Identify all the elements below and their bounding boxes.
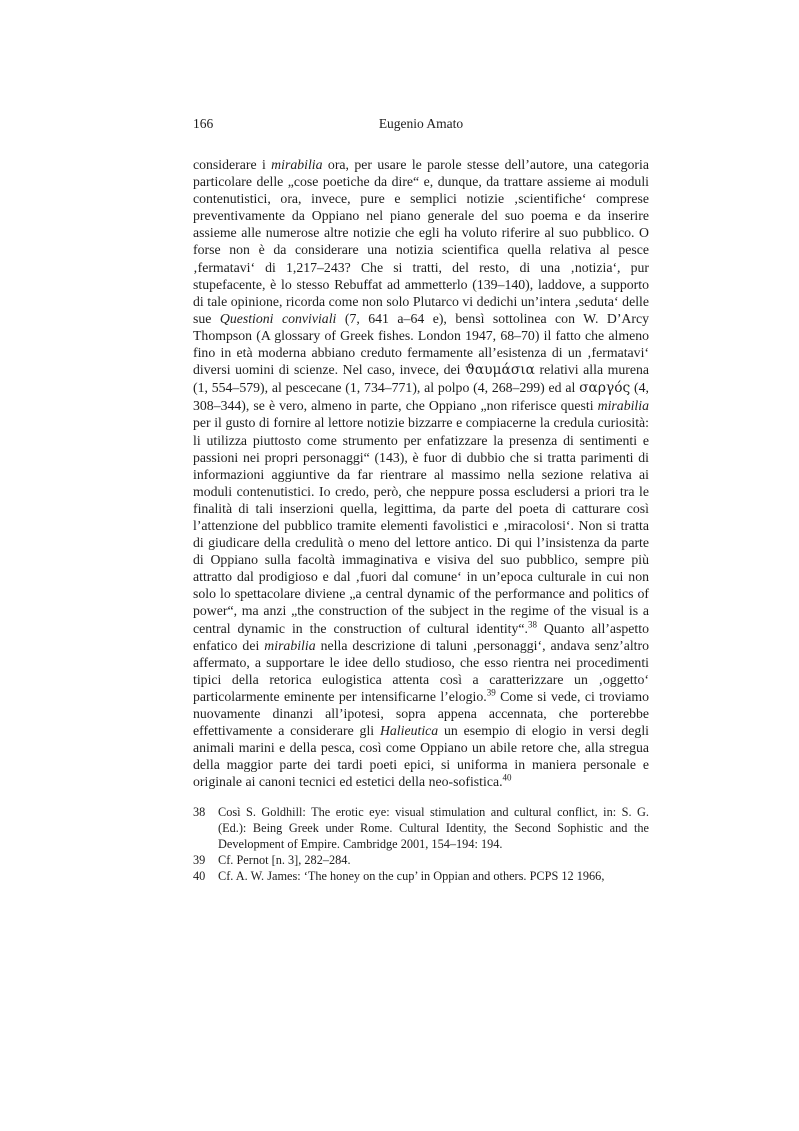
footnote-number: 38 — [193, 805, 206, 820]
footnote-number: 40 — [193, 869, 206, 884]
page-header — [193, 116, 649, 132]
footnote-number: 39 — [193, 853, 206, 868]
running-title: Eugenio Amato — [378, 116, 464, 131]
body-paragraph: considerare i mirabilia ora, per usare le parole stesse dell’autore, una categoria particolare delle „cose poetiche da dire“ e, dunque, da trattare assieme ai moduli contenutistici, ora, invece, pure e semplici notizie ‚scientifiche‘ comprese preventivamente da Oppiano nel piano generale del suo poema e da inserire assieme alle numerose altre notizie che egli ha voluto riferire al suo pubblico. O forse non è da considerare una notizia scientifica quella relativa al pesce ‚fermatavi‘ di 1,217–243? Che si tratti, del resto, di una ‚notizia‘, pur stupefacente, è lo stesso Rebuffat ad ammetterlo (139–140), laddove, a supporto di tale opinione, ricorda come non solo Plutarco vi dedichi un’intera ‚seduta‘ delle sue Questioni conviviali (7, 641 a–64 e), bensì sottolinea con W. D’Arcy Thompson (A glossary of Greek fishes. London 1947, 68–70) il fatto che almeno fino in età moderna abbiano creduto fermamente all’esistenza di un ‚fermatavi‘ diversi uomini di scienze. Nel caso, invece, dei ϑαυμάσια relativi alla murena (1, 554–579), al pescecane (1, 734–771), al polpo (4, 268–299) ed al σαργός (4, 308–344), se è vero, almeno in parte, che Oppiano „non riferisce questi mirabilia per il gusto di fornire al lettore notizie bizzarre e compiacerne la credula curiosità: li utilizza piuttosto come strumento per enfatizzare la presenza di sentimenti e passioni nei propri personaggi“ (143), è fuor di dubbio che si tratta parimenti di informazioni aggiuntive da far rientrare al massimo nella sezione relativa ai moduli contenutistici. Io credo, però, che neppure possa escludersi a priori tra le finalità di tali inserzioni quella, legittima, da parte del poeta di catturare così l’attenzione del pubblico tramite elementi favolistici e ‚miracolosi‘. Non si tratta di giudicare della credulità o meno del lettore antico. Di qui l’insistenza da parte di Oppiano sulla facoltà immaginativa e visiva del suo pubblico, sempre più attratto dal prodigioso e dal ‚fuori dal comune‘ in un’epoca culturale in cui non solo lo spettacolare diviene „a central dynamic of the performance and politics of power“, ma anzi „the construction of the subject in the regime of the visual is a central dynamic in the construction of cultural identity“.$^{38}$ Quanto all’aspetto enfatico dei mirabilia nella descrizione di taluni ‚personaggi‘, andava senz’altro affermato, a supportare le idee dello studioso, che esso rientra nei procedimenti tipici della retorica eulogistica attenta così a caratterizzare un ‚oggetto‘ particolarmente eminente per intensificarne l’elogio.$^{39}$ Come si vede, ci troviamo nuovamente dinanzi all’ipotesi, sopra appena accennata, che porterebbe effettivamente a considerare gli Halieutica un esempio di elogio in versi degli animali marini e della pesca, così come Oppiano un abile retore che, alla stregua della maggior parte dei tardi poeti epici, si uniforma in maniera personale e originale ai canoni tecnici ed estetici della neo-sofistica.$^{40}$ — [193, 157, 649, 790]
type-area — [193, 116, 649, 884]
footnote-row — [193, 804, 649, 852]
footnote-text: Cf. Pernot [n. 3], 282–284. — [218, 853, 351, 868]
footnote-row — [193, 868, 649, 884]
footnote-text: Cf. A. W. James: ‘The honey on the cup’ in Oppian and others. PCPS 12 1966, — [218, 869, 605, 884]
footnote-row — [193, 852, 649, 868]
footnotes-section — [193, 804, 649, 884]
footnote-text: Così S. Goldhill: The erotic eye: visual stimulation and cultural conflict, in: S. G. (Ed.): Being Greek under Rome. Cultural Identity, the Second Sophistic and the Development of Empire. Cambridge 2001, 154–194: 194. — [218, 805, 649, 852]
page-number: 166 — [193, 116, 214, 131]
